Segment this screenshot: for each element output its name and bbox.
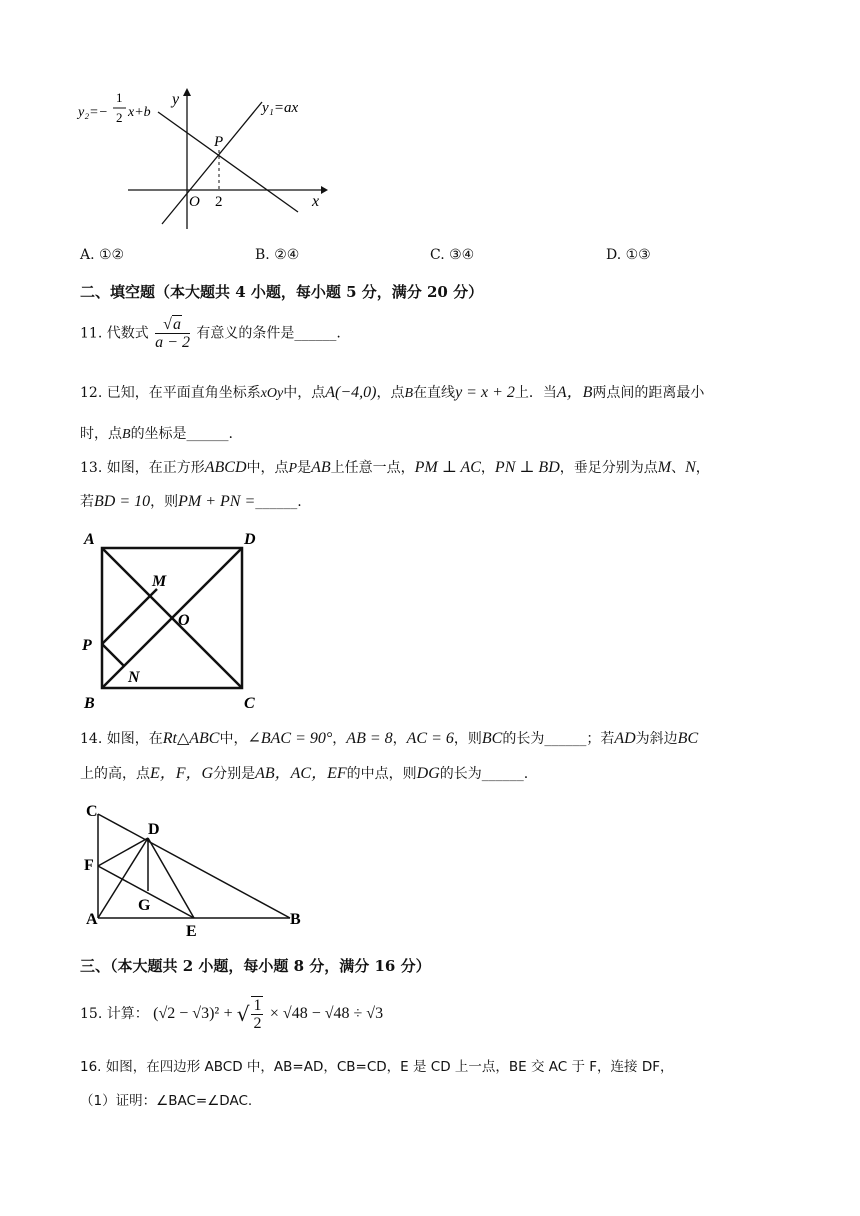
question-12-line2 — [80, 425, 233, 444]
question-13-line2 — [80, 493, 302, 511]
q12-ab: A，B — [556, 384, 593, 401]
question-15 — [80, 996, 383, 1032]
fig14-label-e: E — [186, 923, 197, 940]
question-16-line2: （1）证明：∠BAC=∠DAC. — [80, 1093, 253, 1109]
y-axis-arrow — [183, 88, 191, 96]
y1-label: y₁=ax — [262, 100, 299, 116]
q14-a: 14. 如图，在 — [80, 731, 163, 747]
section-2-title: 二、填空题（本大题共 4 小题，每小题 5 分，满分 20 分） — [80, 283, 484, 301]
q14-dg: DG — [416, 765, 440, 782]
q13-n: N — [685, 459, 696, 476]
line-y1 — [162, 102, 262, 224]
fig14-label-a: A — [86, 911, 98, 928]
q11-prefix: 11. 代数式 — [80, 325, 149, 342]
q13-p: P — [288, 461, 298, 476]
question-14-line1 — [80, 730, 698, 748]
fig13-label-b: B — [84, 695, 95, 712]
q15-sqrt-sign: √ — [236, 1002, 250, 1026]
q14-bc2: BC — [677, 730, 699, 747]
segment-pn — [102, 644, 124, 666]
q12-l2b: 的坐标是______. — [130, 426, 234, 442]
line-y2 — [158, 112, 298, 212]
q13-l1c: 是 — [297, 460, 312, 476]
q12-l1e: 上．当 — [514, 385, 557, 401]
q15-fraction — [251, 996, 263, 1032]
segment-pm — [102, 589, 157, 644]
q12-l1a: 12. 已知，在平面直角坐标系 — [80, 385, 261, 401]
origin-label: O — [189, 194, 200, 210]
y2-rest: x+b — [128, 105, 151, 120]
q12-b: B — [404, 386, 414, 401]
q13-l2a: 若 — [80, 494, 94, 510]
q15-plus: + — [223, 1005, 237, 1022]
fig14-label-c: C — [86, 803, 98, 820]
q12-l1f: 两点间的距离最小 — [592, 385, 705, 401]
q11-fraction: $\frac{√a}{a - 2}$ — [155, 316, 190, 351]
question-16-line1: 16. 如图，在四边形 ABCD 中，AB=AD，CB=CD，E 是 CD 上一点，BE 交 AC 于 F，连接 DF， — [80, 1059, 674, 1075]
q13-pn: PN ⊥ BD — [494, 459, 560, 476]
q12-l1d: 在直线 — [413, 385, 456, 401]
q14-b: 中， — [219, 731, 248, 747]
fig14-label-d: D — [148, 821, 160, 838]
q13-blank: ______. — [255, 494, 302, 510]
question-14-line2 — [80, 765, 528, 783]
question-12-line1 — [80, 384, 704, 403]
q13-end: ， — [695, 460, 710, 476]
y2-label: y₂=− — [78, 105, 108, 120]
q12-b2: B — [122, 427, 131, 442]
choice-d[interactable]: D. ①③ — [606, 247, 651, 263]
question-13-line1 — [80, 459, 710, 478]
q14-l2b: 分别是 — [213, 766, 256, 782]
fig13-label-c: C — [244, 695, 255, 712]
x-axis-arrow — [321, 186, 328, 194]
x-axis-label: x — [312, 193, 320, 210]
side-cb — [98, 814, 290, 918]
fig14-label-b: B — [290, 911, 301, 928]
figure-14-triangle — [80, 798, 320, 940]
fig13-label-n: N — [128, 669, 140, 686]
q11-denominator: a − 2 — [155, 334, 190, 351]
choice-c[interactable]: C. ③④ — [430, 247, 475, 263]
fig13-label-m: M — [152, 573, 167, 590]
q13-comma: ， — [480, 460, 495, 476]
fig13-label-o: O — [178, 612, 190, 629]
segment-fd — [98, 838, 148, 866]
fig13-label-d: D — [244, 531, 256, 548]
q15-prefix: 15. 计算： — [80, 1006, 149, 1022]
point-p-label: P — [214, 134, 224, 150]
q14-d: ， — [392, 731, 407, 747]
q14-efg: E，F，G — [150, 765, 214, 782]
q14-ac: AC = 6 — [406, 730, 454, 747]
q14-list: AB，AC，EF — [255, 765, 347, 782]
q12-l2a: 时，点 — [80, 426, 122, 442]
figure-10-graph — [76, 84, 336, 234]
q15-part1: (√2 − √3)² — [153, 1005, 220, 1022]
fig13-label-a: A — [84, 531, 95, 548]
q14-g: 为斜边 — [635, 731, 678, 747]
q13-m: M — [657, 459, 672, 476]
q12-l1c: ，点 — [376, 385, 405, 401]
y2-frac-num: 1 — [116, 90, 123, 105]
section-3-title: 三、（本大题共 2 小题，每小题 8 分，满分 16 分） — [80, 957, 431, 975]
q13-abcd: ABCD — [204, 459, 247, 476]
choice-a[interactable]: A. ①② — [80, 247, 125, 263]
q13-sep: 、 — [671, 460, 686, 476]
question-11 — [80, 316, 341, 351]
q14-e: ，则 — [453, 731, 482, 747]
q14-l2d: 的长为______. — [439, 766, 529, 782]
y-axis-label: y — [172, 91, 180, 108]
q12-point-a: A(−4,0) — [325, 384, 377, 401]
tick-2-label: 2 — [215, 194, 223, 210]
q14-angle: ∠BAC = 90° — [247, 730, 333, 747]
q15-rest: × √48 − √48 ÷ √3 — [269, 1005, 384, 1022]
fig13-label-p: P — [82, 637, 92, 654]
q15-frac-num: 1 — [253, 997, 262, 1014]
q14-f: 的长为______；若 — [502, 731, 615, 747]
q13-sum: PM + PN = — [178, 493, 256, 510]
q13-l1b: 中，点 — [246, 460, 289, 476]
q11-numerator: a — [172, 316, 181, 333]
q12-xoy: xOy — [260, 386, 284, 401]
q13-ab: AB — [311, 459, 331, 476]
q14-c: ， — [332, 731, 347, 747]
q14-ab: AB = 8 — [346, 730, 393, 747]
q13-l1e: ，垂足分别为点 — [559, 460, 658, 476]
q14-l2c: 的中点，则 — [346, 766, 417, 782]
choice-b[interactable]: B. ②④ — [255, 247, 300, 263]
y2-frac-den: 2 — [116, 110, 123, 125]
q12-line-eq: y = x + 2 — [455, 384, 515, 401]
q14-ad: AD — [614, 730, 636, 747]
figure-13-square — [78, 526, 278, 712]
q11-suffix: 有意义的条件是______. — [196, 325, 341, 342]
q13-l1d: 上任意一点， — [330, 460, 415, 476]
q12-l1b: 中，点 — [283, 385, 326, 401]
fig14-label-g: G — [138, 897, 151, 914]
fig14-label-f: F — [84, 857, 94, 874]
q14-rt: Rt△ABC — [162, 730, 220, 747]
q13-l1: 13. 如图，在正方形 — [80, 460, 205, 476]
q13-pm: PM ⊥ AC — [414, 459, 481, 476]
q14-l2a: 上的高，点 — [80, 766, 150, 782]
q13-bd: BD = 10 — [94, 493, 151, 510]
q13-l2b: ，则 — [150, 494, 179, 510]
q14-bc: BC — [481, 730, 503, 747]
q15-frac-den: 2 — [253, 1015, 262, 1032]
